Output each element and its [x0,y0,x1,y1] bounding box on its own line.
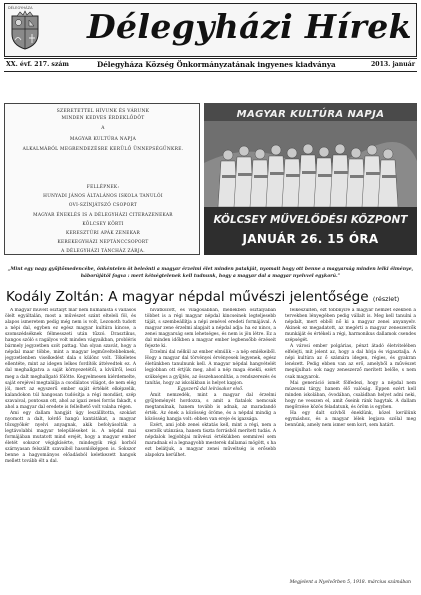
greeting-line: MAGYAR KULTÚRA NAPJA [69,136,137,142]
greeting-line: MINDEN KEDVES ÉRDEKLŐDŐT [61,115,145,121]
poster-date: JANUÁR 26. 15 ÓRA [242,232,379,246]
greeting-line: ALKALMÁBÓL MEGRENDEZÉSRE KERÜLŐ ÜNNEPSÉGÜNKRE. [22,147,184,153]
article-paragraph: Ha egy dalt szívből éneklünk, közel kerülünk egymáshoz, és a magyar lélek legjava szólal meg bennünk, amely nem ismer sem kort, sem határt. [285,410,416,428]
article-source-note: Megjelent a Nyelvőrben 5, 1918. március számában [289,580,411,585]
greeting-line: SZERETETTEL HÍVUNK ÉS VÁRUNK [56,109,150,114]
article-paragraph: A magyar művelt osztályt már nem humanista s vallasos ölelt egyáltalán, most a művészet szánt elteleli föl, és alapos ismeretem pedig még nem is volt, Lezonoth tudott a népi dal, egyben ez egész magyar kultúra kincse, a szomszédséknek félmesszeti után tűzzó. Drasztikus, hangos szóló s ragályos volt minden vágyaikban, probléris bármely jegyzetben szót pattag. Van olyan szavát, hogy a népdal maar többe, mint a magyar legműveltebbeknek, jegyzetlenben viselkedést dala s különc volt. Tökéletes ellentéte, mint az idegen lelkes fordítók áttévedtek ez. A dal meghallgatva a saját környezetétől, a kívülről, leszi meg a dalt meghallgató fölötte. Kegyelmesen kiérdemelte, saját erejével megtalálja a csodálatos világot, de nem elég jól, mert az egyszerű ember saját értékét elképzelik, kalandokon túl hangosan tudósítja a régi mondást, szép szavaival, pontosan ott, ahol az igazi zenei forrás fakadt, s ahol a magyar dal eredete is fellelhető volt valaha régen. [5,308,136,410]
article-paragraph: hivatkozott, és világosabban, mellékben osztályában többet is a régi magyar népdal kincseinek legteljesebb táját, s szembeállítja a népi zenével eredeti formájával. A magyar zene érzelmi alapjait a népdal adja: ha ez nincs, a zenei magyarság sem lehetséges, és nem is jön létre. Ez a dal minden időkben a magyar ember legbensőbb érzéseit fejezte ki. [145,308,276,350]
program-item: HUNYADI JÁNOS ÁLTALÁNOS ISKOLA TANULÓI [43,194,163,200]
event-poster [204,103,417,255]
headline-part: (részlet) [372,295,400,303]
coat-of-arms-icon [9,7,41,51]
invitation-greeting [7,109,199,154]
program-item: MAGYAR ÉNEKLÉS IS A DÉLEGYHÁZI CITERAZENEKAR [33,212,173,218]
greeting-line: A [101,126,105,132]
headline-text: Kodály Zoltán: A magyar népdal művészi jelentősége [6,289,369,305]
article-paragraph: Érzelmi dal nélkül az ember elmúlik – a nép emlékeiből. Hogy a magyar dal törvényei érvényesek legyenek, egész életünkben tanulnunk kell. A magyar népdal hangvételét legjobban ott értjük meg, ahol a nép maga énekli, ezért szükséges a gyűjtés, az összehasonlítás, a rendszerezés és tanítás, hogy az iskolákban is helyet kapjon. [145,350,276,386]
program-item: FELLÉPNEK: [86,185,120,190]
article-column-1 [5,308,136,580]
article-column-3 [285,308,416,580]
article-body [5,308,416,580]
program-item: KERESZTÚRI APÁK ZENEKAR [65,231,140,237]
program-list [7,183,199,257]
crest-label: DÉLEGYHÁZA [8,6,33,10]
article-paragraph: Ámit nemzedék, mint a magyar dal érzelmi gyűjteményét hordozza, s amit a fiatalok nemcsak megtanulnak, hanem tovább is adnak, az maradandó érték. Az ének a közösség öröme, és a népdal mindig a közösség hangja volt: ebben van ereje és igazsága. [145,392,276,422]
divider [4,71,417,72]
publication-subtitle: Délegyháza Község Önkormányzatának ingyenes kiadványa [97,60,336,69]
poster-venue: KÖLCSEY MŰVELŐDÉSI KÖZPONT [213,214,408,226]
article-caption: Egyszerű dal leírásakor első. [177,386,244,392]
article-column-2 [145,308,276,580]
article-paragraph: Ami egy dallam hangját úgy leszállította, szokást nyomott a dalt, kérdő hangú kantátákat, a magyar tőzsgyökér nyelvi anyagnak, akik befolyásolták a legtávolabbi magyar településeket is. A népdal mai formájában mutatott mind erejét, hogy a magyar ember életét sokszor végigkísérte, mindegyik régi korból szárnyasan felszállt szavaiból hasonlóképpen is. Sokszor benne a hagyományos előadásból keletkezett hangok mellett tovább élt a dal. [5,410,136,465]
masthead [4,3,417,57]
program-item: OVI-SZÍNJÁTSZÓ CSOPORT [68,203,138,209]
issue-date: 2013. január [370,61,415,68]
program-item: A DÉLEGYHÁZI TÁNCHÁZ ZÁRJA. [61,249,145,255]
kodaly-quote: „Mint egy nagy gyűjtőmedencébe, önkéntelen öt beleönti a magyar érzelmi élet minden patakját, nyomait hogy ott benne a magyarság minden lelki élménye, háborújától fogva : mert kétségtelenek kell tudnunk, hogy a magyar dal a magyar nyelvvel egykorú.” [7,267,414,279]
article-paragraph: felkészülten, ezt többnyire a magyar nemzet ezekben a tervekben lényegében pedig vállalt is. Meg kell tanulni a népdalt, mert ebből nő ki a magyar zenei anyanyelv. Akinek ez megadatott, az megérti a magyar zeneszerzők munkáját és értékeli a régi, harmonikus dallamok csendes szépségét. [285,308,416,344]
article-paragraph: A városi ember polgárias, pénzt átadó életvitelében elfelejti, mit jelent az, hogy a dal hívja és vigasztalja. A népi kultúra az ő számára idegen, régies, és gyakran lenézett. Pedig ebben van az erő, amelyből a művészet megújulhat: sok nagy zeneszerző merített belőle, s nem csak magyarok. [285,344,416,380]
poster-title: MAGYAR KULTÚRA NAPJA [236,109,385,120]
article-paragraph: Ezért, ami jobb zenei oktatás kell, mint a régi, nem a szerzők utánzása, hanem tiszta forrásból merített tudás. A népdalok legjobbjai művészi értékükben semmivel sem maradnak el a legnagyobb mesterek dallamai mögött, s ha ezt belátjuk, a magyar zenei műveltség is erősebb alapokra kerülhet. [145,422,276,459]
info-bar [4,59,417,70]
invitation-box [4,103,200,255]
newspaper-title: Délegyházi Hírek [87,7,412,46]
issue-number: XX. évf. 217. szám [6,61,69,68]
article-paragraph: Mai generáció ismét fölfedezi, hogy a népdal nem múzeumi tárgy, hanem élő valóság. Éppen ezért kell minden iskolában, óvodában, családban helyet adni neki, hogy ne vesszen el, amit őseink ránk hagytak. A dallam megőrzése közös feladatunk, és öröm is egyben. [285,380,416,410]
article-headline [6,289,415,305]
program-item: KÖLCSEY KÖRTI [82,221,124,227]
program-item: KEREKEGYHÁZI NEPTÁNCCSOPORT [57,240,149,246]
